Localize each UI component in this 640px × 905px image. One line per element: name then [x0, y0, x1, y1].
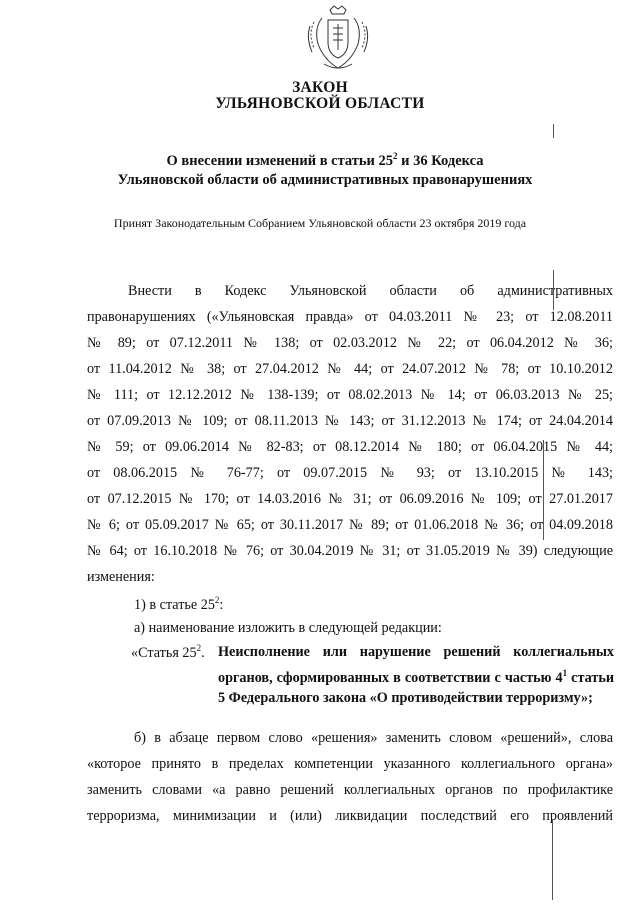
- coat-of-arms-icon: [300, 4, 376, 74]
- scan-mark: [553, 270, 554, 310]
- article-label: «Статья $25^2$.: [131, 643, 205, 661]
- paragraph-line: правонарушениях («Ульяновская правда» от 04.03.2011 № 23; от 12.08.2011: [87, 309, 613, 325]
- paragraph-line: от 11.04.2012 № 38; от 27.04.2012 № 44; от 24.07.2012 № 78; от 10.10.2012: [87, 361, 613, 377]
- scan-mark: [543, 440, 544, 540]
- paragraph-line: № 89; от 07.12.2011 № 138; от 02.03.2012 № 22; от 06.04.2012 № 36;: [87, 335, 613, 351]
- scan-mark: [552, 820, 553, 900]
- paragraph-line: от 08.06.2015 № 76-77; от 09.07.2015 № 93; от 13.10.2015 № 143;: [87, 465, 613, 481]
- adoption-note: Принят Законодательным Собранием Ульяновской области 23 октября 2019 года: [113, 216, 527, 230]
- region-title: УЛЬЯНОВСКОЙ ОБЛАСТИ: [215, 95, 425, 112]
- item-a: а) наименование изложить в следующей редакции:: [134, 620, 442, 636]
- item-1: 1) в статье $25^2$:: [134, 595, 224, 613]
- article-title: Неисполнение или нарушение решений коллегиальных органов, сформированных в соответствии с частью $4^1$ статьи 5 Федерального закона «О противодействии терроризму»;: [218, 644, 614, 706]
- item-b-line: «которое принято в пределах компетенции указанного коллегиального органа»: [87, 756, 613, 772]
- paragraph-line: № 59; от 09.06.2014 № 82-83; от 08.12.2014 № 180; от 06.04.2015 № 44;: [87, 439, 613, 455]
- paragraph-line: № 6; от 05.09.2017 № 65; от 30.11.2017 № 89; от 01.06.2018 № 36; от 04.09.2018: [87, 517, 613, 533]
- item-b-line: терроризма, минимизации и (или) ликвидации последствий его проявлений: [87, 808, 613, 824]
- law-subject: О внесении изменений в статьи $25^2$ и 36 Кодекса Ульяновской области об административных правонарушениях: [117, 151, 533, 188]
- paragraph-line: от 07.09.2013 № 109; от 08.11.2013 № 143; от 31.12.2013 № 174; от 24.04.2014: [87, 413, 613, 429]
- paragraph-line: изменения:: [87, 569, 155, 585]
- law-title: ЗАКОН: [292, 79, 348, 96]
- item-b-line: заменить словами «а равно решений коллегиальных органов по профилактике: [87, 782, 613, 798]
- paragraph-line: Внести в Кодекс Ульяновской области об административных: [128, 283, 613, 299]
- paragraph-line: № 64; от 16.10.2018 № 76; от 30.04.2019 № 31; от 31.05.2019 № 39) следующие: [87, 543, 613, 559]
- paragraph-line: № 111; от 12.12.2012 № 138-139; от 08.02.2013 № 14; от 06.03.2013 № 25;: [87, 387, 613, 403]
- scan-mark: [553, 124, 554, 138]
- paragraph-line: от 07.12.2015 № 170; от 14.03.2016 № 31; от 06.09.2016 № 109; от 27.01.2017: [87, 491, 613, 507]
- item-b-line: б) в абзаце первом слово «решения» заменить словом «решений», слова: [134, 730, 613, 746]
